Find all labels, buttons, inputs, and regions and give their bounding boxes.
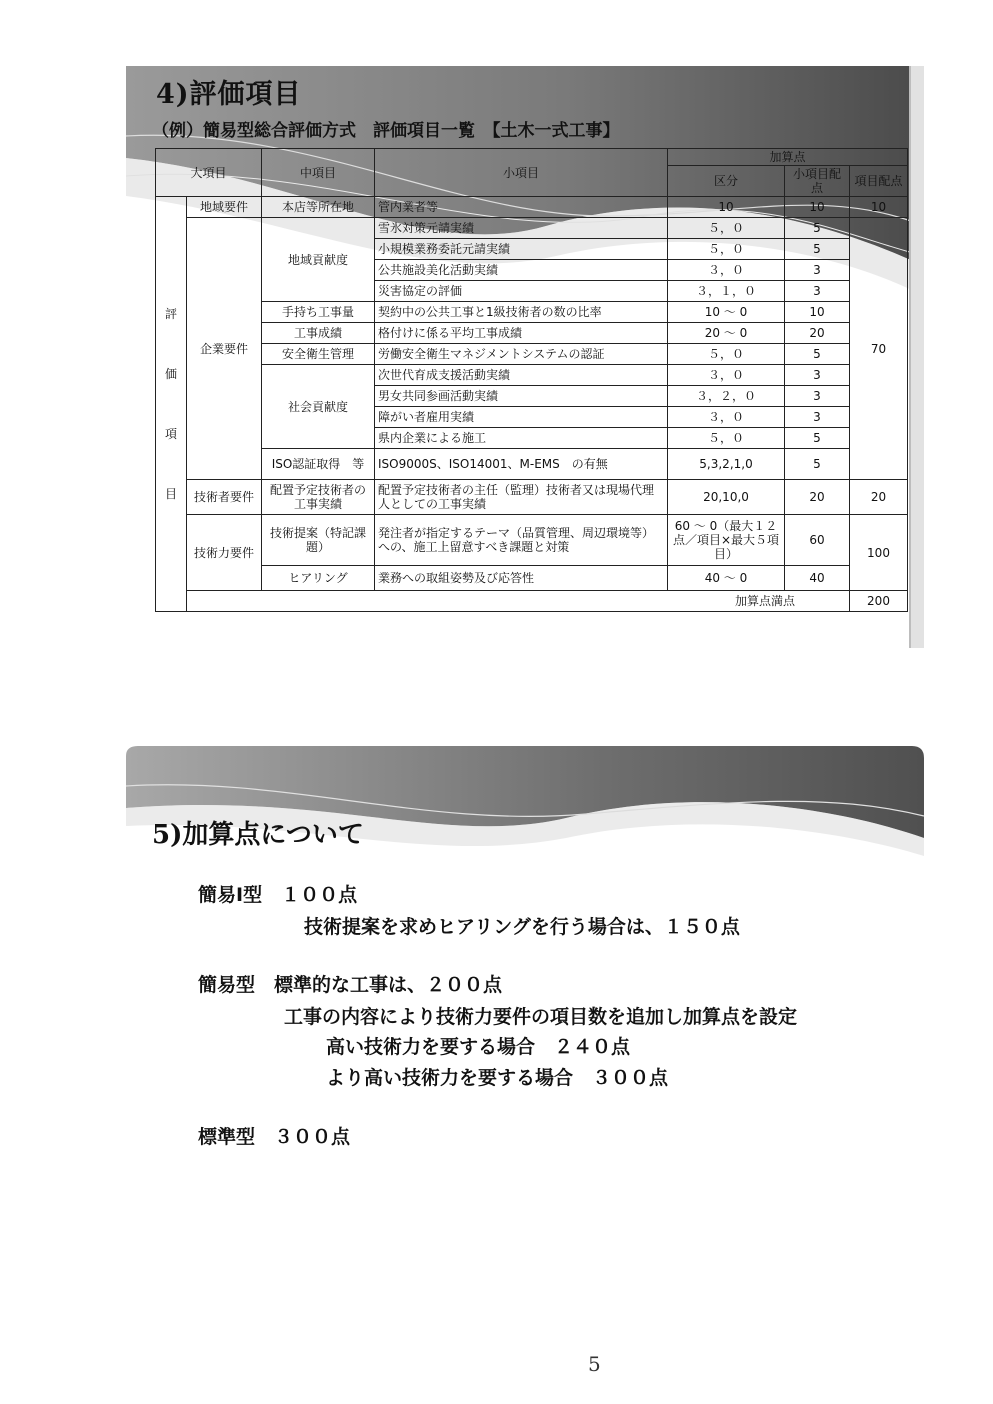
cell-small: 管内業者等 (375, 197, 668, 218)
vertical-char: 目 (164, 487, 177, 501)
cell-middle: 地域貢献度 (262, 218, 375, 302)
cell-item-points: 10 (850, 197, 908, 218)
evaluation-items-slide (126, 66, 924, 648)
table-row (156, 302, 908, 323)
text-line: 工事の内容により技術力要件の項目数を追加し加算点を設定 (284, 1006, 798, 1028)
text-line: 簡易Ⅰ型 １００点 (198, 884, 358, 906)
cell-small-points: 40 (785, 566, 850, 591)
cell-small: 雪氷対策元請実績 (375, 218, 668, 239)
header-small: 小項目 (375, 149, 668, 197)
header-small-points: 小項目配点 (785, 166, 850, 197)
cell-kubun: ３，１，０ (668, 281, 785, 302)
vertical-char: 評 (164, 307, 177, 321)
cell-item-points: 20 (850, 480, 908, 515)
text-line: 標準型 ３００点 (198, 1126, 351, 1148)
cell-small-points: 60 (785, 515, 850, 566)
cell-small: 公共施設美化活動実績 (375, 260, 668, 281)
cell-small: 県内企業による施工 (375, 428, 668, 449)
cell-small: 次世代育成支援活動実績 (375, 365, 668, 386)
cell-kubun: ３，０ (668, 365, 785, 386)
cell-small: 格付けに係る平均工事成績 (375, 323, 668, 344)
cell-item-points: 70 (850, 218, 908, 480)
header-kubun: 区分 (668, 166, 785, 197)
cell-middle: 配置予定技術者の工事実績 (262, 480, 375, 515)
cell-small-points: 3 (785, 365, 850, 386)
cell-small: 配置予定技術者の主任（監理）技術者又は現場代理人としての工事実績 (375, 480, 668, 515)
cell-small-points: 3 (785, 386, 850, 407)
text-line: より高い技術力を要する場合 ３００点 (326, 1067, 669, 1089)
cell-kubun: ３，０ (668, 407, 785, 428)
cell-middle: 本店等所在地 (262, 197, 375, 218)
cell-large: 企業要件 (187, 218, 262, 480)
table-row (156, 197, 908, 218)
cell-kubun: 5,3,2,1,0 (668, 449, 785, 480)
text-line: 技術提案を求めヒアリングを行う場合は、１５０点 (304, 916, 740, 938)
cell-kubun: 40 ～ 0 (668, 566, 785, 591)
cell-middle: 技術提案（特記課題） (262, 515, 375, 566)
page-number: 5 (588, 1352, 601, 1376)
cell-small: 男女共同参画活動実績 (375, 386, 668, 407)
evaluation-table (155, 148, 908, 612)
slide-subtitle: （例）簡易型総合評価方式 評価項目一覧 【土木一式工事】 (152, 121, 620, 141)
cell-small-points: 3 (785, 281, 850, 302)
cell-small-points: 3 (785, 407, 850, 428)
cell-small-points: 5 (785, 218, 850, 239)
cell-small: 契約中の公共工事と1級技術者の数の比率 (375, 302, 668, 323)
cell-middle: ISO認証取得 等 (262, 449, 375, 480)
cell-large: 技術力要件 (187, 515, 262, 591)
cell-item-points: 100 (850, 515, 908, 591)
header-large: 大項目 (156, 149, 262, 197)
header-kasan: 加算点 (668, 149, 908, 166)
section5-banner (126, 746, 924, 860)
cell-large: 技術者要件 (187, 480, 262, 515)
cell-middle: 手持ち工事量 (262, 302, 375, 323)
cell-small: 災害協定の評価 (375, 281, 668, 302)
cell-small-points: 5 (785, 344, 850, 365)
table-row (156, 344, 908, 365)
cell-small: 障がい者雇用実績 (375, 407, 668, 428)
text-line: 簡易型 標準的な工事は、２００点 (198, 974, 503, 996)
cell-small-points: 20 (785, 480, 850, 515)
table-row (156, 480, 908, 515)
cell-small-points: 5 (785, 239, 850, 260)
header-item-points: 項目配点 (850, 166, 908, 197)
cell-kubun: ３，０ (668, 260, 785, 281)
table-row (156, 515, 908, 566)
vertical-char: 価 (164, 367, 177, 381)
cell-small: 労働安全衛生マネジメントシステムの認証 (375, 344, 668, 365)
cell-small: 業務への取組姿勢及び応答性 (375, 566, 668, 591)
table-row (156, 365, 908, 386)
cell-kubun: 10 (668, 197, 785, 218)
total-label: 加算点満点 (187, 591, 850, 612)
cell-middle: ヒアリング (262, 566, 375, 591)
slide-title: 4)評価項目 (156, 79, 302, 110)
table-row (156, 323, 908, 344)
header-middle: 中項目 (262, 149, 375, 197)
cell-kubun: ５，０ (668, 344, 785, 365)
vertical-char: 項 (164, 427, 177, 441)
cell-kubun: ３，２，０ (668, 386, 785, 407)
total-value: 200 (850, 591, 908, 612)
cell-kubun: 60 ～ 0（最大１２点／項目×最大５項目） (668, 515, 785, 566)
cell-large: 地域要件 (187, 197, 262, 218)
cell-small-points: 5 (785, 449, 850, 480)
cell-small-points: 10 (785, 197, 850, 218)
section-title: 5)加算点について (152, 820, 364, 850)
table-row (156, 218, 908, 239)
cell-small: 小規模業務委託元請実績 (375, 239, 668, 260)
cell-small-points: 3 (785, 260, 850, 281)
table-total-row (156, 591, 908, 612)
cell-kubun: 20,10,0 (668, 480, 785, 515)
cell-small-points: 20 (785, 323, 850, 344)
text-line: 高い技術力を要する場合 ２４０点 (326, 1036, 631, 1058)
vertical-label-cell (156, 197, 187, 612)
cell-small: ISO9000S、ISO14001、M-EMS の有無 (375, 449, 668, 480)
cell-kubun: ５，０ (668, 239, 785, 260)
cell-middle: 工事成績 (262, 323, 375, 344)
cell-small: 発注者が指定するテーマ（品質管理、周辺環境等）への、施工上留意すべき課題と対策 (375, 515, 668, 566)
table-row (156, 449, 908, 480)
cell-middle: 安全衛生管理 (262, 344, 375, 365)
cell-middle: 社会貢献度 (262, 365, 375, 449)
cell-kubun: ５，０ (668, 428, 785, 449)
cell-kubun: 10 ～ 0 (668, 302, 785, 323)
table-header-row (156, 149, 908, 166)
cell-small-points: 5 (785, 428, 850, 449)
table-row (156, 566, 908, 591)
cell-small-points: 10 (785, 302, 850, 323)
cell-kubun: 20 ～ 0 (668, 323, 785, 344)
cell-kubun: ５，０ (668, 218, 785, 239)
